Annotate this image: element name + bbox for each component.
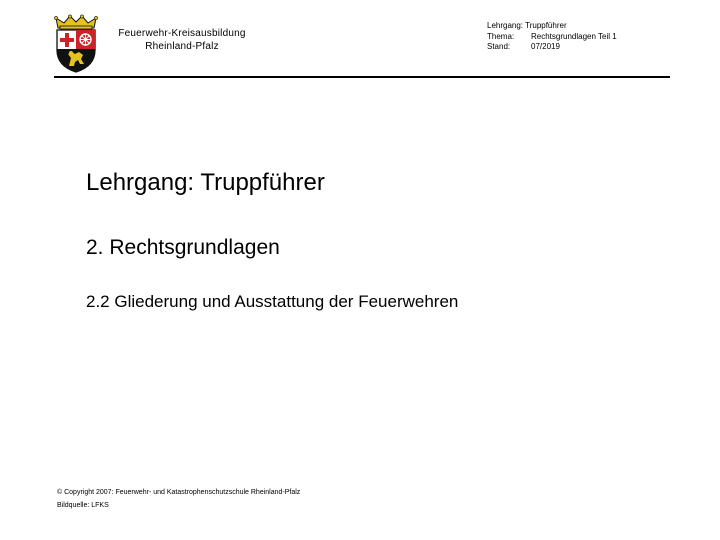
- organization-name: [114, 27, 250, 53]
- date-value: 07/2019: [531, 42, 560, 51]
- organization-line-1: Feuerwehr-Kreisausbildung: [118, 28, 246, 39]
- coat-of-arms-icon: [52, 14, 100, 74]
- date-row: [487, 42, 617, 53]
- organization-line-2: Rheinland-Pfalz: [145, 41, 219, 52]
- image-source: Bildquelle: LFKS: [57, 502, 109, 509]
- topic-row: [487, 32, 617, 43]
- copyright-notice: © Copyright 2007: Feuerwehr- und Katastrophenschutzschule Rheinland-Pfalz: [57, 489, 301, 496]
- header-meta: [487, 21, 617, 53]
- subsection-heading: 2.2 Gliederung und Ausstattung der Feuerwehren: [86, 292, 459, 311]
- course-line: Lehrgang: Truppführer: [487, 21, 567, 30]
- topic-value: Rechtsgrundlagen Teil 1: [531, 31, 617, 41]
- date-label: Stand:: [487, 42, 511, 51]
- header-divider: [54, 76, 670, 78]
- topic-label: Thema:: [487, 31, 515, 41]
- footer: [57, 486, 300, 512]
- section-heading: 2. Rechtsgrundlagen: [86, 236, 280, 259]
- course-row: [487, 21, 617, 32]
- page-title: Lehrgang: Truppführer: [86, 169, 325, 196]
